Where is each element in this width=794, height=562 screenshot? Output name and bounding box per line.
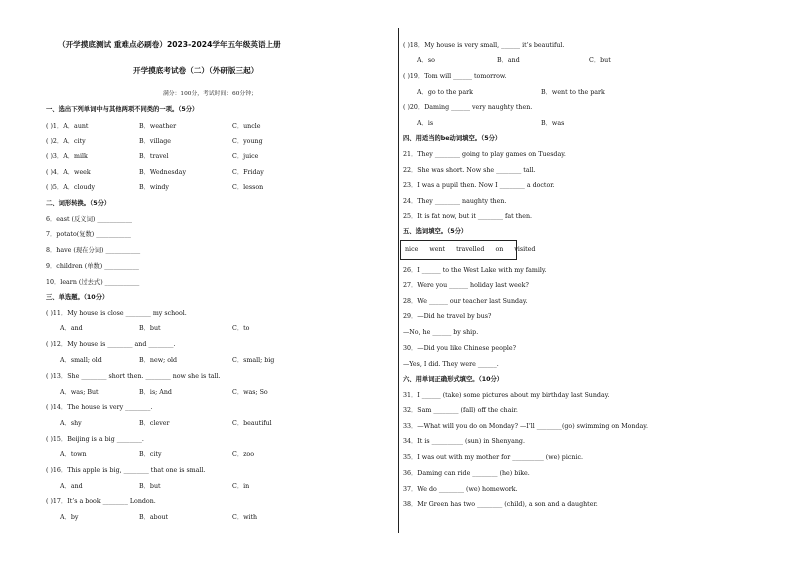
question-1: ( )1．A．aunt	[46, 123, 89, 130]
question-17: ( )17．It’s a book ________ London.	[46, 498, 156, 505]
question-4: ( )4．A．week	[46, 169, 91, 176]
question-24: 24．They ________ naughty then.	[403, 198, 507, 205]
question-8: 8．have (现在分词) ___________	[46, 247, 141, 254]
section1-heading: 一、选出下列单词中与其他两项不同类的一项。（5分）	[46, 106, 199, 113]
question-9: 9．children (单数) ___________	[46, 263, 139, 270]
question-17-option-c: C．with	[232, 514, 258, 521]
question-6: 6．east (反义词) ___________	[46, 216, 132, 223]
question-16: ( )16．This apple is big, ________ that one is small.	[46, 467, 206, 474]
question-30: 30．—Did you like Chinese people?	[403, 345, 517, 352]
question-36: 36．Daming can ride ________ (he) bike.	[403, 470, 530, 477]
question-16-option-c: C．in	[232, 483, 250, 490]
question-2: ( )2．A．city	[46, 138, 86, 145]
question-14-option-a: A．shy	[60, 420, 82, 427]
question-14-option-b: B．clever	[139, 420, 170, 427]
question-13: ( )13．She ________ short then. ________ now she is tall.	[46, 373, 221, 380]
question-5: ( )5．A．cloudy	[46, 184, 96, 191]
question-10: 10．learn (过去式) ___________	[46, 279, 140, 286]
question-11-option-b: B．but	[139, 325, 161, 332]
question-25: 25．It is fat now, but it ________ fat then.	[403, 213, 533, 220]
question-20-option-b: B．was	[541, 120, 565, 127]
question-15-option-c: C．zoo	[232, 451, 255, 458]
question-21: 21．They ________ going to play games on Tuesday.	[403, 151, 566, 158]
question-12-option-b: B．new; old	[139, 357, 178, 364]
question-14-option-c: C．beautiful	[232, 420, 272, 427]
question-34: 34．It is __________ (sun) in Shenyang.	[403, 438, 525, 445]
question-37: 37．We do ________ (we) homework.	[403, 486, 518, 493]
question-1-option-c: C．uncle	[232, 123, 261, 130]
question-27: 27．Were you ______ holiday last week?	[403, 282, 529, 289]
question-31: 31．I ______ (take) some pictures about my birthday last Sunday.	[403, 392, 610, 399]
question-14: ( )14．The house is very ________.	[46, 404, 153, 411]
question-38: 38．Mr Green has two ________ (child), a son and a daughter.	[403, 501, 598, 508]
question-19: ( )19．Tom will ______ tomorrow.	[403, 73, 507, 80]
word-bank-word: went	[429, 246, 446, 253]
question-2-option-b: B．village	[139, 138, 172, 145]
question-13-option-c: C．was; So	[232, 389, 268, 396]
question-3: ( )3．A．milk	[46, 153, 88, 160]
question-4-option-c: C．Friday	[232, 169, 264, 176]
section5-heading: 五、选词填空。（5分）	[403, 228, 468, 235]
question-11-option-a: A．and	[60, 325, 83, 332]
question-15-option-b: B．city	[139, 451, 162, 458]
column-divider	[398, 28, 399, 533]
question-20-option-a: A．is	[417, 120, 434, 127]
question-17-option-a: A．by	[60, 514, 79, 521]
question-32: 32．Sam ________ (fall) off the chair.	[403, 407, 518, 414]
section6-heading: 六、用单词正确形式填空。（10分）	[403, 376, 504, 383]
question-16-option-b: B．but	[139, 483, 161, 490]
question-5-option-b: B．windy	[139, 184, 169, 191]
question-19-option-a: A．go to the park	[417, 89, 473, 96]
exam-subtitle: 开学摸底考试卷（二）（外研版三起）	[133, 66, 259, 75]
question-11-option-c: C．to	[232, 325, 250, 332]
section4-heading: 四、用适当的be动词填空。（5分）	[403, 135, 502, 142]
question-23: 23．I was a pupil then. Now I ________ a doctor.	[403, 182, 555, 189]
word-bank-box	[400, 240, 536, 260]
question-18-option-a: A．so	[417, 57, 435, 64]
section3-heading: 三、单选题。（10分）	[46, 294, 109, 301]
question-18-option-b: B．and	[497, 57, 520, 64]
section2-heading: 二、词形转换。（5分）	[46, 200, 111, 207]
question-20: ( )20．Daming ______ very naughty then.	[403, 104, 533, 111]
question-16-option-a: A．and	[60, 483, 83, 490]
question-30-answer: —Yes, I did. They were ______.	[403, 361, 499, 368]
question-26: 26．I ______ to the West Lake with my family.	[403, 267, 547, 274]
question-29: 29．—Did he travel by bus?	[403, 313, 492, 320]
question-12-option-a: A．small; old	[60, 357, 102, 364]
question-7: 7．potato(复数) ___________	[46, 231, 131, 238]
question-33: 33．—What will you do on Monday? —I’ll ________(go) swimming on Monday.	[403, 423, 649, 430]
question-2-option-c: C．young	[232, 138, 263, 145]
exam-title: （开学摸底测试 重难点必刷卷）2023-2024学年五年级英语上册	[58, 40, 281, 49]
question-5-option-c: C．lesson	[232, 184, 264, 191]
question-11: ( )11．My house is close ________ my school.	[46, 310, 187, 317]
question-22: 22．She was short. Now she ________ tall.	[403, 167, 536, 174]
question-18-option-c: C．but	[589, 57, 611, 64]
question-1-option-b: B．weather	[139, 123, 177, 130]
word-bank-word: visited	[514, 246, 536, 253]
question-12: ( )12．My house is ________ and ________.	[46, 341, 176, 348]
word-bank-word: travelled	[456, 246, 485, 253]
question-4-option-b: B．Wednesday	[139, 169, 186, 176]
word-bank-word: on	[495, 246, 504, 253]
question-3-option-b: B．travel	[139, 153, 169, 160]
question-3-option-c: C．juice	[232, 153, 259, 160]
question-12-option-c: C．small; big	[232, 357, 275, 364]
question-15-option-a: A．town	[60, 451, 87, 458]
question-28: 28．We ______ our teacher last Sunday.	[403, 298, 528, 305]
question-19-option-b: B．went to the park	[541, 89, 605, 96]
question-17-option-b: B．about	[139, 514, 169, 521]
word-bank-word: nice	[405, 246, 419, 253]
question-13-option-a: A．was; But	[60, 389, 99, 396]
score-info: 满分：100分，考试时间：60分钟；	[163, 91, 257, 97]
question-35: 35．I was out with my mother for __________ (we) picnic.	[403, 454, 583, 461]
question-29-answer: —No, he ______ by ship.	[403, 329, 479, 336]
question-13-option-b: B．is; And	[139, 389, 172, 396]
question-15: ( )15．Beijing is a big ________.	[46, 436, 144, 443]
question-18: ( )18．My house is very small, ______ it’s beautiful.	[403, 42, 565, 49]
